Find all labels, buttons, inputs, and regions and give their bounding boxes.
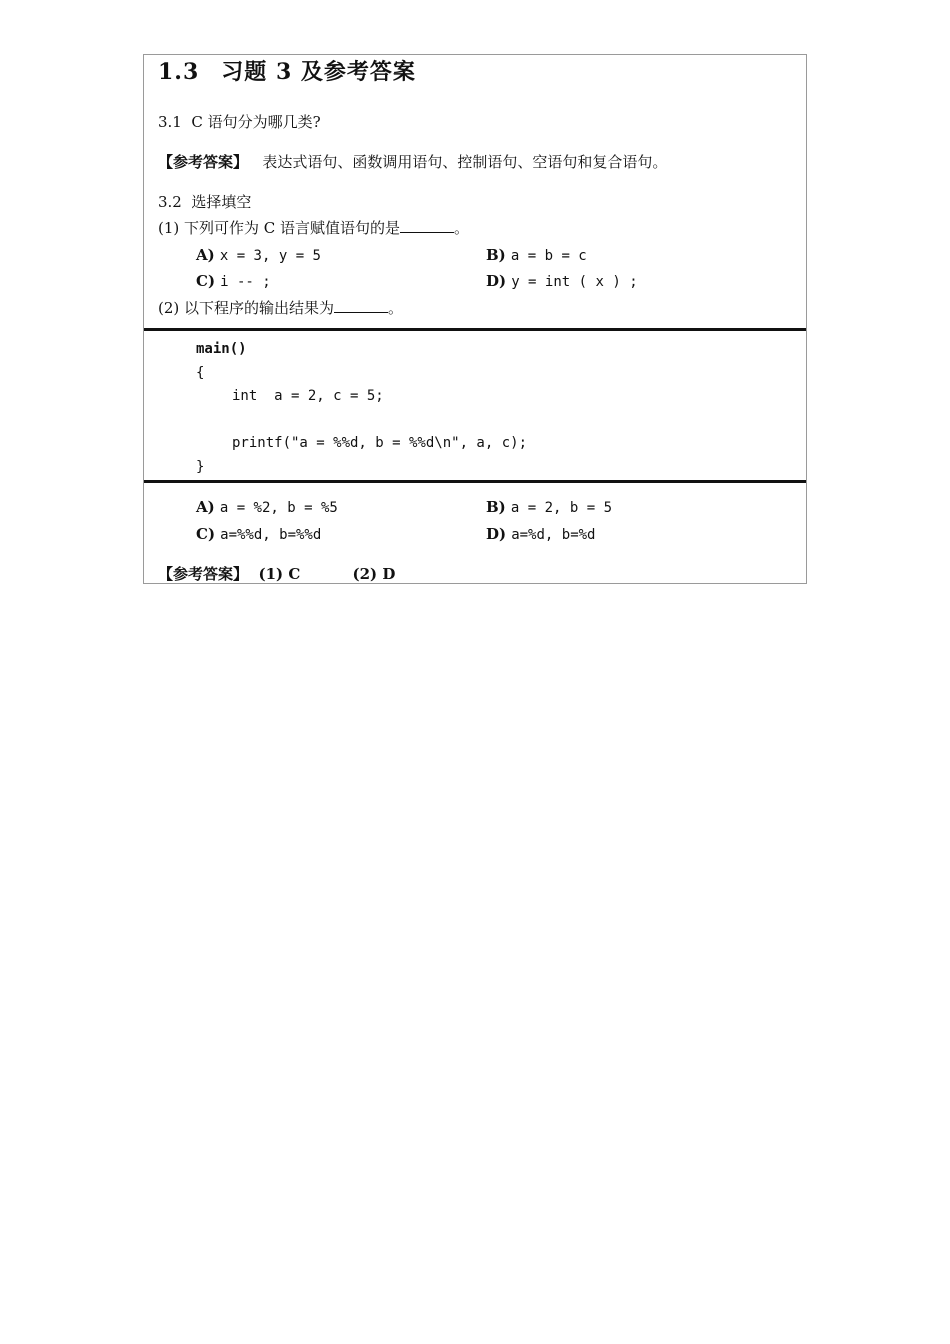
answer-blank (400, 218, 454, 233)
answer-tag: 【参考答案】 (158, 153, 249, 171)
answer-1: (1) C (258, 565, 301, 583)
subquestion-text: (1) 下列可作为 C 语言赋值语句的是 (158, 219, 401, 237)
answer-3-2 (158, 563, 395, 584)
subquestion-2 (158, 297, 403, 318)
code-bottom-rule (144, 480, 806, 483)
section-title: 习题 3 及参考答案 (221, 59, 416, 85)
code-line: main() (196, 341, 247, 357)
option-text: a=%%d, b=%%d (220, 527, 322, 543)
option-text: x = 3, y = 5 (219, 248, 321, 264)
option-d (486, 271, 638, 290)
code-line: } (196, 459, 205, 475)
option-letter: A) (196, 246, 215, 264)
code-line: int a = 2, c = 5; (232, 388, 384, 404)
option-b (486, 497, 612, 516)
option-letter: A) (196, 498, 215, 516)
option-letter: D) (486, 272, 507, 290)
option-letter: C) (196, 525, 216, 543)
code-top-rule (144, 328, 806, 331)
option-b (486, 245, 587, 264)
subquestion-text: (2) 以下程序的输出结果为 (158, 299, 335, 317)
answer-3-1 (158, 151, 667, 172)
code-line: printf("a = %%d, b = %%d\n", a, c); (232, 435, 528, 451)
option-text: a=%d, b=%d (511, 527, 596, 543)
section-number: 1.3 (158, 59, 200, 85)
answer-2: (2) D (352, 565, 396, 583)
answer-tag: 【参考答案】 (158, 565, 249, 583)
subquestion-suffix: 。 (454, 219, 470, 237)
option-a (196, 497, 338, 516)
option-text: y = int ( x ) ; (511, 274, 638, 290)
option-letter: C) (196, 272, 216, 290)
question-3-2 (158, 191, 251, 212)
option-letter: D) (486, 525, 507, 543)
section-heading (158, 55, 416, 86)
option-text: a = %2, b = %5 (219, 500, 338, 516)
option-letter: B) (486, 246, 506, 264)
option-text: i -- ; (220, 274, 271, 290)
option-text: a = b = c (510, 248, 587, 264)
question-title: 选择填空 (191, 193, 252, 211)
question-text: C 语句分为哪几类? (191, 113, 321, 131)
question-number: 3.1 (158, 113, 182, 131)
option-text: a = 2, b = 5 (510, 500, 613, 516)
answer-blank (334, 298, 388, 313)
question-3-1 (158, 111, 321, 132)
question-number: 3.2 (158, 193, 182, 211)
answer-text: 表达式语句、函数调用语句、控制语句、空语句和复合语句。 (262, 153, 668, 171)
option-d (486, 524, 596, 543)
subquestion-suffix: 。 (388, 299, 404, 317)
option-c (196, 271, 271, 290)
option-a (196, 245, 321, 264)
code-line: { (196, 365, 205, 381)
option-letter: B) (486, 498, 506, 516)
exercise-box (143, 54, 807, 584)
subquestion-1 (158, 217, 469, 238)
option-c (196, 524, 321, 543)
